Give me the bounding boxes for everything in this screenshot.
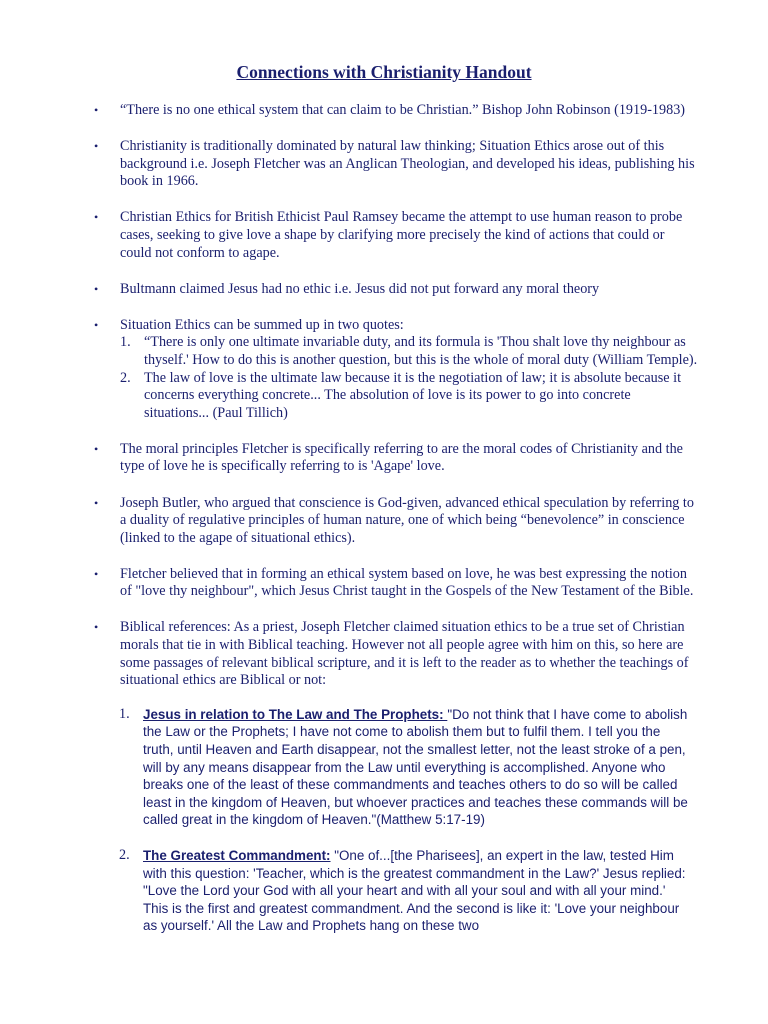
bullet-icon: • bbox=[94, 139, 99, 154]
bullet-text: Christianity is traditionally dominated by natural law thinking; Situation Ethics arose out of this background i.e. Joseph Fletcher was an Anglican Theologian, and developed his ideas, publishing his book in 1966. bbox=[120, 138, 695, 190]
bullet-icon: • bbox=[94, 620, 99, 635]
reference-heading: The Greatest Commandment: bbox=[143, 848, 331, 863]
reference-text: "Do not think that I have come to abolish the Law or the Prophets; I have not come to abolish them but to fulfil them. I tell you the truth, until Heaven and Earth disappear, not the smallest letter, not the least stroke of a pen, will by any means disappear from the Law until everything is accomplished. Anyone who breaks one of the least of these commandments and teaches others to do so will be called least in the kingdom of Heaven, but whoever practices and teaches these commands will be called great in the kingdom of Heaven."(Matthew 5:17-19) bbox=[143, 706, 688, 828]
list-item bbox=[0, 281, 768, 299]
list-item bbox=[0, 619, 768, 689]
quote-text: The law of love is the ultimate law because it is the negotiation of law; it is absolute because it concerns everything concrete... The absolution of love is its power to go into concrete situations... (Paul Tillich) bbox=[144, 369, 682, 421]
document-body bbox=[0, 102, 768, 953]
reference-number: 2. bbox=[119, 847, 130, 863]
bullet-text: Biblical references: As a priest, Joseph Fletcher claimed situation ethics to be a true set of Christian morals that tie in with Biblical teaching. However not all people agree with him on this, so here are some passages of relevant biblical scripture, and it is left to the reader as to whether the teachings of situational ethics are Biblical or not: bbox=[120, 619, 689, 689]
bullet-icon: • bbox=[94, 103, 99, 117]
list-item bbox=[0, 209, 768, 262]
quote-number: 1. bbox=[120, 334, 131, 351]
quote-text: “There is only one ultimate invariable duty, and its formula is 'Thou shalt love thy neighbour as thyself.' How to do this is another question, but this is the whole of moral duty (William Temple). bbox=[144, 334, 698, 368]
list-item bbox=[0, 317, 768, 423]
reference-number: 1. bbox=[119, 705, 130, 722]
biblical-reference-item bbox=[0, 847, 768, 935]
bullet-icon: • bbox=[94, 317, 99, 332]
bullet-icon: • bbox=[94, 495, 99, 510]
list-item bbox=[0, 102, 768, 120]
reference-heading: Jesus in relation to The Law and The Prophets: bbox=[143, 706, 448, 722]
bullet-icon: • bbox=[94, 281, 99, 296]
bullet-icon: • bbox=[94, 210, 99, 225]
bullet-text: The moral principles Fletcher is specifically referring to are the moral codes of Christianity and the type of love he is specifically referring to is 'Agape' love. bbox=[120, 440, 683, 475]
quotes-list bbox=[120, 334, 698, 422]
bullet-text: Fletcher believed that in forming an ethical system based on love, he was best expressing the notion of "love thy neighbour", which Jesus Christ taught in the Gospels of the New Testament of the Bible. bbox=[120, 565, 694, 600]
quote-item bbox=[120, 370, 698, 423]
reference-text: "One of...[the Pharisees], an expert in the law, tested Him with this question: 'Teacher, which is the greatest commandment in the Law?' Jesus replied: "Love the Lord your God with all your heart and with all your soul and with all your mind.' This is the first and greatest commandment. And the second is like it: 'Love your neighbour as yourself.' All the Law and Prophets hang on these two bbox=[143, 848, 686, 934]
bullet-icon: • bbox=[94, 441, 99, 456]
bullet-icon: • bbox=[94, 566, 99, 581]
page-title: Connections with Christianity Handout bbox=[236, 62, 532, 82]
quote-number: 2. bbox=[120, 369, 131, 386]
list-item bbox=[0, 495, 768, 548]
list-item bbox=[0, 566, 768, 601]
list-item bbox=[0, 441, 768, 476]
bullet-text: Christian Ethics for British Ethicist Paul Ramsey became the attempt to use human reason to probe cases, seeking to give love a shape by clarifying more precisely the kind of actions that could or could not conform to agape. bbox=[120, 209, 683, 261]
bullet-text: “There is no one ethical system that can claim to be Christian.” Bishop John Robinson (1919-1983) bbox=[120, 102, 686, 118]
bullet-text: Joseph Butler, who argued that conscience is God-given, advanced ethical speculation by referring to a duality of regulative principles of human nature, one of which being “benevolence” in conscience (linked to the agape of situational ethics). bbox=[120, 494, 694, 546]
bullet-text: Bultmann claimed Jesus had no ethic i.e. Jesus did not put forward any moral theory bbox=[120, 280, 600, 297]
biblical-reference-item bbox=[0, 706, 768, 829]
list-item bbox=[0, 138, 768, 191]
quote-item bbox=[120, 334, 698, 369]
quotes-intro: Situation Ethics can be summed up in two quotes: bbox=[120, 316, 404, 333]
